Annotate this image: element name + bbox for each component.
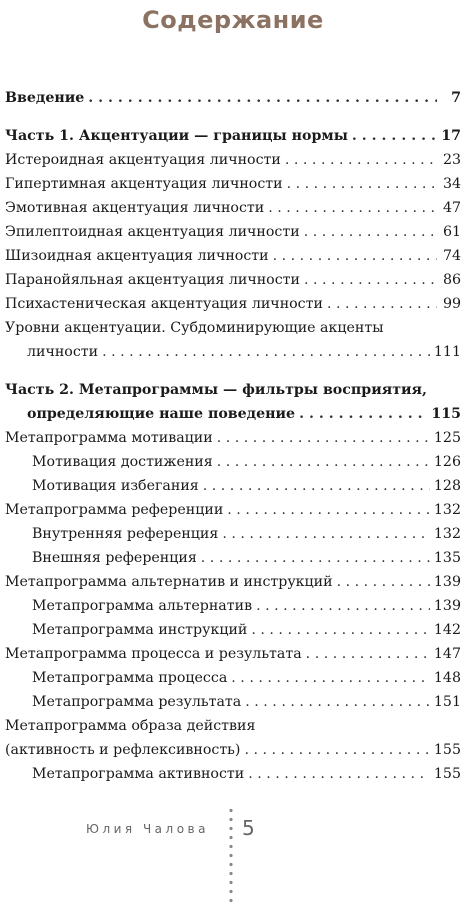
toc-page: 155: [433, 766, 461, 782]
toc-label: Внутренняя референция: [32, 526, 219, 542]
leader-dots: [217, 426, 430, 450]
toc-page: 155: [433, 742, 461, 758]
dotted-divider: [229, 806, 233, 906]
toc-entry[interactable]: [5, 666, 461, 690]
toc-label: определяющие наше поведение: [27, 406, 296, 422]
page-footer: [0, 818, 466, 908]
toc-label: Паранойяльная акцентуация личности: [5, 272, 300, 288]
leader-dots: [244, 738, 429, 762]
toc-label-line1[interactable]: Часть 2. Метапрограммы — фильтры восприятия,: [5, 382, 427, 398]
leader-dots: [227, 498, 430, 522]
toc-page: 61: [442, 224, 461, 240]
leader-dots: [273, 244, 437, 268]
toc-entry[interactable]: [5, 450, 461, 474]
leader-dots: [203, 474, 430, 498]
toc-label: Метапрограмма активности: [32, 766, 245, 782]
toc-entry[interactable]: [5, 244, 461, 268]
leader-dots: [231, 666, 430, 690]
toc-entry[interactable]: [5, 340, 461, 364]
leader-dots: [251, 618, 430, 642]
toc-label: Метапрограмма мотивации: [5, 430, 213, 446]
toc-page: 23: [442, 152, 461, 168]
leader-dots: [248, 762, 430, 786]
toc-page: 111: [433, 344, 461, 360]
toc-label-line1[interactable]: Метапрограмма образа действия: [5, 718, 256, 734]
toc-label: Метапрограмма референции: [5, 502, 224, 518]
toc-entry[interactable]: [5, 498, 461, 522]
toc-page: 86: [442, 272, 461, 288]
toc-page: 99: [442, 296, 461, 312]
toc-entry[interactable]: [5, 172, 461, 196]
toc-entry[interactable]: [5, 220, 461, 244]
toc-entry[interactable]: [5, 594, 461, 618]
toc-page: 126: [433, 454, 461, 470]
toc-label: Введение: [5, 90, 85, 106]
toc-label: Шизоидная акцентуация личности: [5, 248, 269, 264]
leader-dots: [88, 86, 437, 110]
toc-entry[interactable]: [5, 426, 461, 450]
leader-dots: [299, 402, 427, 426]
page-title: Содержание: [142, 6, 324, 34]
toc-page: 47: [442, 200, 461, 216]
leader-dots: [327, 292, 437, 316]
toc-page: 151: [433, 694, 461, 710]
toc-entry[interactable]: [5, 690, 461, 714]
toc-label: Метапрограмма альтернатив и инструкций: [5, 574, 333, 590]
toc-label-line1[interactable]: Уровни акцентуации. Субдоминирующие акценты: [5, 320, 384, 336]
toc-page: 115: [431, 406, 461, 422]
toc-label: (активность и рефлексивность): [5, 742, 241, 758]
leader-dots: [306, 642, 430, 666]
toc-page: 125: [433, 430, 461, 446]
toc-entry-intro[interactable]: [5, 86, 461, 110]
leader-dots: [245, 690, 430, 714]
toc-label: Метапрограмма процесса и результата: [5, 646, 302, 662]
toc-entry[interactable]: [5, 642, 461, 666]
toc-page: 128: [433, 478, 461, 494]
leader-dots: [217, 450, 430, 474]
toc-page: 74: [442, 248, 461, 264]
toc-entry[interactable]: [5, 268, 461, 292]
leader-dots: [352, 124, 437, 148]
leader-dots: [304, 268, 437, 292]
toc-label: Гипертимная акцентуация личности: [5, 176, 283, 192]
toc-entry[interactable]: [5, 292, 461, 316]
toc-page: 34: [442, 176, 461, 192]
toc-label: Психастеническая акцентуация личности: [5, 296, 323, 312]
toc-page: 139: [433, 574, 461, 590]
toc-entry[interactable]: [5, 618, 461, 642]
toc-entry[interactable]: [5, 148, 461, 172]
toc-page: 7: [451, 90, 461, 106]
table-of-contents: [5, 86, 461, 786]
toc-label: Часть 1. Акцентуации — границы нормы: [5, 128, 348, 144]
leader-dots: [201, 546, 430, 570]
leader-dots: [256, 594, 430, 618]
page-number: 5: [242, 816, 255, 840]
toc-page: 135: [433, 550, 461, 566]
toc-entry-part-2[interactable]: [5, 402, 461, 426]
toc-entry[interactable]: [5, 762, 461, 786]
leader-dots: [102, 340, 430, 364]
toc-entry-part-1[interactable]: [5, 124, 461, 148]
author-name: Юлия Чалова: [86, 822, 209, 836]
toc-entry[interactable]: [5, 522, 461, 546]
toc-label: Внешняя референция: [32, 550, 197, 566]
toc-page: 17: [441, 128, 461, 144]
leader-dots: [285, 148, 437, 172]
toc-page: 142: [433, 622, 461, 638]
leader-dots: [222, 522, 430, 546]
toc-page: 139: [433, 598, 461, 614]
toc-label: Метапрограмма инструкций: [32, 622, 248, 638]
toc-entry[interactable]: [5, 546, 461, 570]
toc-label: Метапрограмма альтернатив: [32, 598, 253, 614]
toc-label: Эпилептоидная акцентуация личности: [5, 224, 300, 240]
toc-page: 148: [433, 670, 461, 686]
toc-entry[interactable]: [5, 474, 461, 498]
toc-label: Метапрограмма результата: [32, 694, 242, 710]
toc-entry[interactable]: [5, 738, 461, 762]
toc-label: Мотивация достижения: [32, 454, 213, 470]
toc-page: 132: [433, 502, 461, 518]
toc-label: Метапрограмма процесса: [32, 670, 228, 686]
toc-label: Эмотивная акцентуация личности: [5, 200, 265, 216]
toc-label: Мотивация избегания: [32, 478, 199, 494]
toc-label: Истероидная акцентуация личности: [5, 152, 281, 168]
toc-label: личности: [27, 344, 99, 360]
leader-dots: [268, 196, 437, 220]
toc-page: 132: [433, 526, 461, 542]
toc-page: 147: [433, 646, 461, 662]
leader-dots: [304, 220, 437, 244]
leader-dots: [337, 570, 430, 594]
leader-dots: [287, 172, 437, 196]
toc-entry[interactable]: [5, 570, 461, 594]
toc-entry[interactable]: [5, 196, 461, 220]
